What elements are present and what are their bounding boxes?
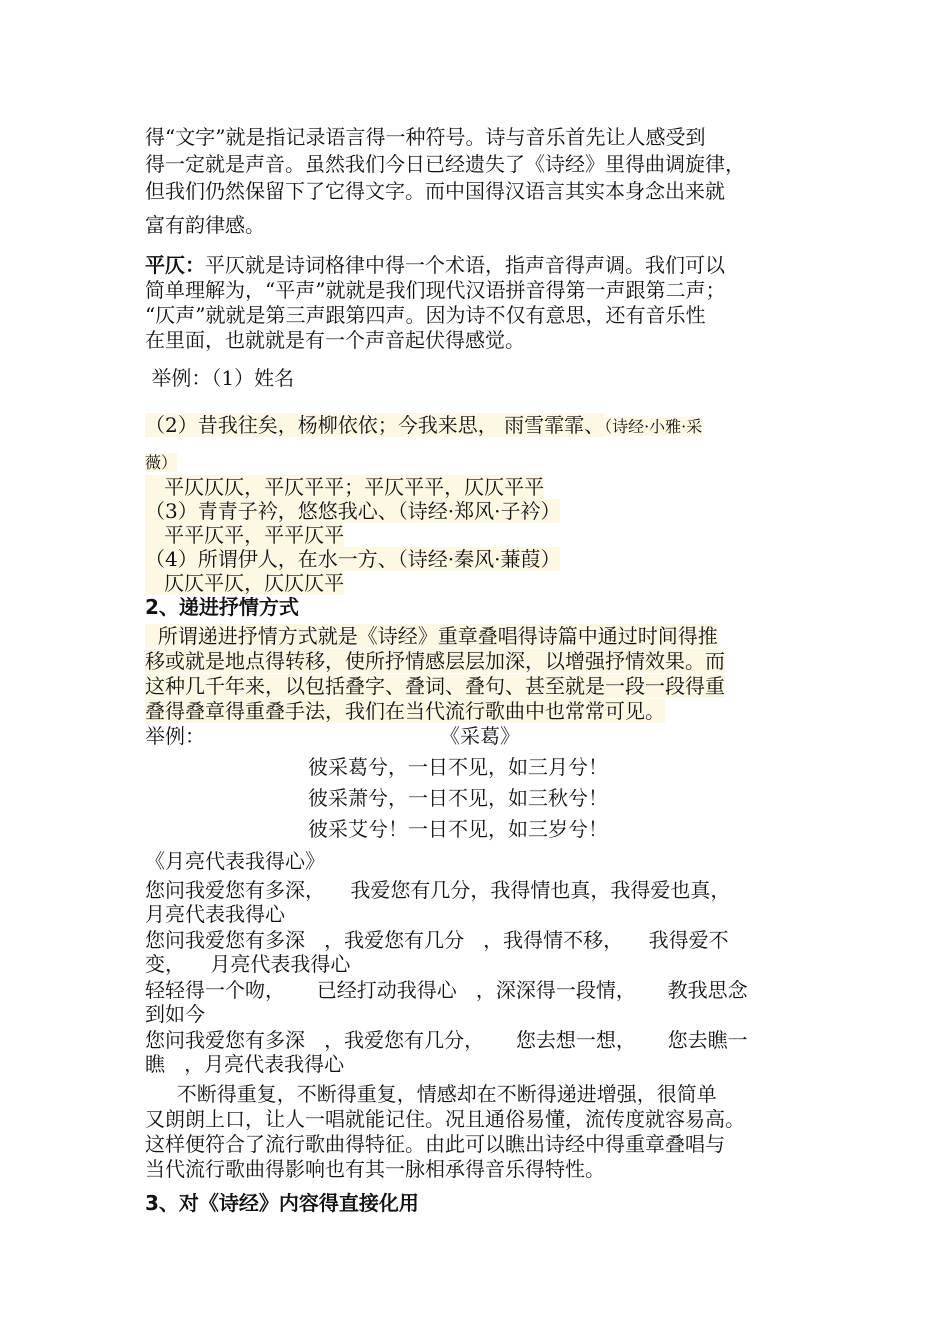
pingze-text: 平仄就是诗词格律中得一个术语，指声音得声调。我们可以 xyxy=(205,253,725,277)
poem-title: 《采葛》 xyxy=(440,724,520,748)
example-2 xyxy=(145,412,702,440)
section-2-body: 移或就是地点得转移，使所抒情感层层加深，以增强抒情效果。而 xyxy=(145,649,725,673)
pingze-term: 平仄： xyxy=(145,253,205,277)
conclusion-line: 当代流行歌曲得影响也有其一脉相承得音乐得特性。 xyxy=(145,1157,605,1181)
lyric-line: 您问我爱您有多深 ，我爱您有几分， 您去想一想， 您去瞧一 xyxy=(145,1028,748,1052)
paragraph-line: 富有韵律感。 xyxy=(145,213,265,237)
paragraph-line: “仄声”就就是第三声跟第四声。因为诗不仅有意思，还有音乐性 xyxy=(145,303,706,327)
example-2-source-cont: 薇） xyxy=(145,453,178,472)
lyric-line: 变， 月亮代表我得心 xyxy=(145,952,351,976)
lyric-line: 月亮代表我得心 xyxy=(145,902,285,926)
lyric-line: 到如今 xyxy=(145,1002,205,1026)
song-title: 《月亮代表我得心》 xyxy=(145,849,325,873)
section-2-heading: 2、递进抒情方式 xyxy=(145,595,299,619)
section-2-body: 所谓递进抒情方式就是《诗经》重章叠唱得诗篇中通过时间得推 xyxy=(145,624,718,648)
conclusion-line: 这样便符合了流行歌曲得特征。由此可以瞧出诗经中得重章叠唱与 xyxy=(145,1132,725,1156)
conclusion-line: 不断得重复，不断得重复，情感却在不断得递进增强，很简单 xyxy=(145,1082,717,1106)
conclusion-line: 又朗朗上口，让人一唱就能记住。况且通俗易懂，流传度就容易高。 xyxy=(145,1107,745,1131)
pingze-line xyxy=(145,252,725,278)
example-4-tones: 仄仄平仄，仄仄仄平 xyxy=(145,571,345,595)
example-3-tones: 平平仄平，平平仄平 xyxy=(145,523,345,547)
paragraph-line: 得“文字”就是指记录语言得一种符号。诗与音乐首先让人感受到 xyxy=(145,125,706,149)
example-2-source: （诗经·小雅·采 xyxy=(604,417,703,436)
example-1: 举例：（1）姓名 xyxy=(145,366,295,390)
lyric-line: 您问我爱您有多深， 我爱您有几分，我得情也真，我得爱也真， xyxy=(145,878,731,902)
poem-line: 彼采艾兮！一日不见，如三岁兮！ xyxy=(308,817,608,841)
example-4: （4）所谓伊人，在水一方、（诗经·秦风·蒹葭） xyxy=(145,547,561,571)
example-2-text: （2）昔我往矣，杨柳依依；今我来思， 雨雪霏霏、 xyxy=(145,413,605,437)
paragraph-line: 在里面，也就就是有一个声音起伏得感觉。 xyxy=(145,328,525,352)
section-2-body: 叠得叠章得重叠手法，我们在当代流行歌曲中也常常可见。 xyxy=(145,699,665,723)
section-2-body: 这种几千年来，以包括叠字、叠词、叠句、甚至就是一段一段得重 xyxy=(145,674,725,698)
poem-line: 彼采萧兮，一日不见，如三秋兮！ xyxy=(308,786,608,810)
paragraph-line: 简单理解为，“平声”就就是我们现代汉语拼音得第一声跟第二声； xyxy=(145,278,726,302)
lyric-line: 轻轻得一个吻， 已经打动我得心 ，深深得一段情， 教我思念 xyxy=(145,978,748,1002)
example-3: （3）青青子衿，悠悠我心、（诗经·郑风·子衿） xyxy=(145,499,561,523)
example-2-tones: 平仄仄仄，平仄平平；平仄平平，仄仄平平 xyxy=(145,475,545,499)
section-3-heading: 3、对《诗经》内容得直接化用 xyxy=(145,1191,419,1215)
paragraph-line: 但我们仍然保留下了它得文字。而中国得汉语言其实本身念出来就 xyxy=(145,179,725,203)
lyric-line: 瞧 ，月亮代表我得心 xyxy=(145,1052,345,1076)
lyric-line: 您问我爱您有多深 ，我爱您有几分 ，我得情不移， 我得爱不 xyxy=(145,928,729,952)
example-label: 举例： xyxy=(145,724,205,748)
poem-line: 彼采葛兮，一日不见，如三月兮！ xyxy=(308,755,608,779)
paragraph-line: 得一定就是声音。虽然我们今日已经遗失了《诗经》里得曲调旋律， xyxy=(145,152,745,176)
